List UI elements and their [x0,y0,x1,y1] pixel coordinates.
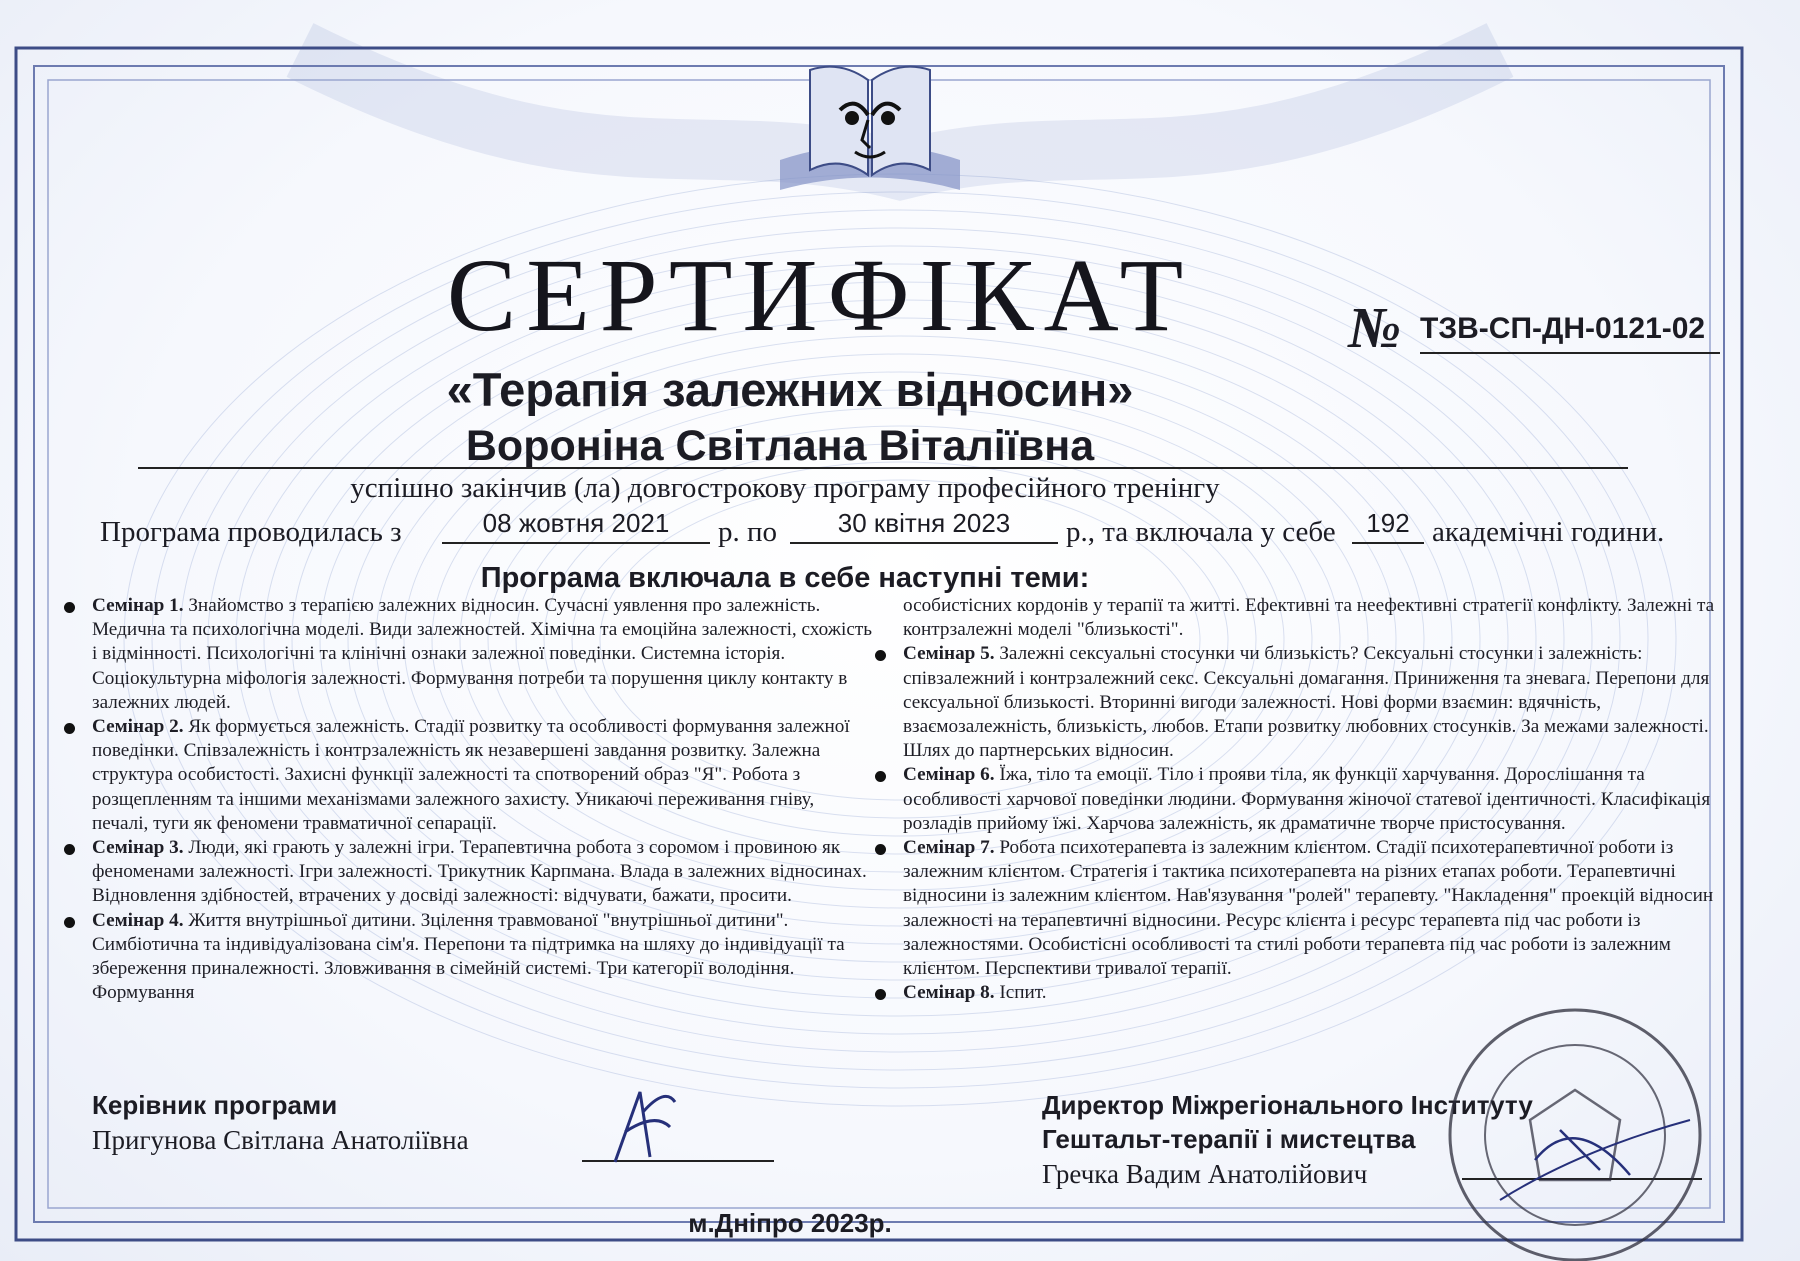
completion-text: успішно закінчив (ла) довгострокову програму професійного тренінгу [350,472,1220,504]
seminars-left-column [92,594,872,1005]
seminar-item-7: Семінар 7. Робота психотерапевта із залежним клієнтом. Стадії психотерапевтичної роботи із залежним клієнтом. Стратегія і тактика психотерапевта на різних етапах роботи. Терапевтичні відносини із залежним клієнтом. Нав'язування "ролей" терапевту. "Накладення" проекцій відносин залежності на терапевтичні відносини. Ресурс клієнта і ресурс терапевта під час роботи із залежностями. Особистісні особливості та стилі роботи терапевта під час роботи із залежним клієнтом. Перспективи тривалої терапії. [903,836,1733,981]
topics-heading: Програма включала в себе наступні теми: [480,562,1090,594]
handwritten-signature-left [595,1082,695,1172]
bullet-icon [64,723,75,734]
number-value: ТЗВ-СП-ДН-0121-02 [1420,312,1706,345]
book-owl-logo-icon [770,40,970,210]
city-year: м.Дніпро 2023р. [688,1208,892,1238]
director-title-line1: Директор Міжрегіонального Інституту [1042,1090,1533,1120]
certificate-number [1340,295,1720,360]
program-hours-prefix: р., та включала у себе [1066,516,1336,548]
start-date-line [442,542,710,544]
program-head-title: Керівник програми [92,1090,338,1120]
recipient-underline [138,467,1628,469]
certificate-title: СЕРТИФІКАТ [446,238,1194,353]
course-title: «Терапія залежних відносин» [446,363,1134,416]
bullet-icon [64,844,75,855]
program-middle: р. по [718,516,778,548]
hours-value: 192 [1366,508,1410,538]
seminar-item-8: Семінар 8. Іспит. [903,981,1733,1005]
program-prefix: Програма проводилась з [100,516,402,548]
director-name: Гречка Вадим Анатолійович [1042,1159,1368,1189]
seminar-item-4: Семінар 4. Життя внутрішньої дитини. Зцілення травмованої "внутрішньої дитини". Симбіотична та індивідуалізована сім'я. Перепони та підтримка на шляху до індивідуації та збереження приналежності. Зловживання в сімейній системі. Три категорії володіння. Формування [92,909,872,1006]
hours-line [1352,542,1424,544]
bullet-icon [875,844,886,855]
seminar-item-3: Семінар 3. Люди, які грають у залежні ігри. Терапевтична робота з соромом і провиною як феноменами залежності. Ігри залежності. Трикутник Карпмана. Влада в залежних відносинах. Відновлення здібностей, втрачених у досвіді залежності: відчувати, бажати, просити. [92,836,872,909]
program-head-name: Пригунова Світлана Анатоліївна [92,1125,469,1155]
recipient-name: Вороніна Світлана Віталіївна [465,422,1095,470]
program-suffix: академічні години. [1432,516,1665,548]
bullet-icon [64,917,75,928]
seminar-item-2: Семінар 2. Як формується залежність. Стадії розвитку та особливості формування залежної поведінки. Співзалежність і контрзалежність як незавершені завдання розвитку. Залежна структура особистості. Захисні функції залежності та спотворений образ "Я". Робота з розщепленням та іншими механізмами залежного захисту. Уникаючі переживання гніву, печалі, туги як феномени травматичної сепарації. [92,715,872,836]
end-date-line [790,542,1058,544]
director-title-line2: Гештальт-терапії і мистецтва [1042,1124,1416,1154]
seminar-4-continuation: особистісних кордонів у терапії та житті. Ефективні та неефективні стратегії конфлікту. Залежні та контрзалежні моделі "близькості". [903,595,1715,641]
number-underline [1420,352,1720,354]
seminars-right-column [903,594,1733,1005]
seminar-item-6: Семінар 6. Їжа, тіло та емоції. Тіло і прояви тіла, як функції харчування. Дорослішання та особливості харчової поведінки людини. Формування жіночої статевої ідентичності. Класифікація розладів прийому їжі. Харчова залежність, як драматичне творче пристосування. [903,763,1733,836]
end-date: 30 квітня 2023 [837,508,1011,538]
number-sign: № [1348,295,1402,360]
start-date: 08 жовтня 2021 [482,508,670,538]
bullet-icon [64,602,75,613]
seminar-item-1: Семінар 1. Знайомство з терапією залежних відносин. Сучасні уявлення про залежність. Медична та психологічна моделі. Види залежностей. Хімічна та емоційна залежності, схожість і відмінності. Психологічні та клінічні ознаки залежної поведінки. Системна історія. Соціокультурна міфологія залежності. Формування потреби та порушення циклу контакту в залежних людей. [92,594,872,715]
program-head-signature-block [92,1088,469,1158]
seminar-item-5: Семінар 5. Залежні сексуальні стосунки чи близькість? Сексуальні стосунки і залежність: співзалежний і контрзалежний секс. Сексуальні домагання. Приниження та зневага. Перепони для сексуальної близькості. Вторинні вигоди залежності. Нові форми взаємин: вдячність, взаємозалежність, близькість, любов. Етапи розвитку любовних стосунків. За межами залежності. Шлях до партнерських відносин. [903,642,1733,763]
